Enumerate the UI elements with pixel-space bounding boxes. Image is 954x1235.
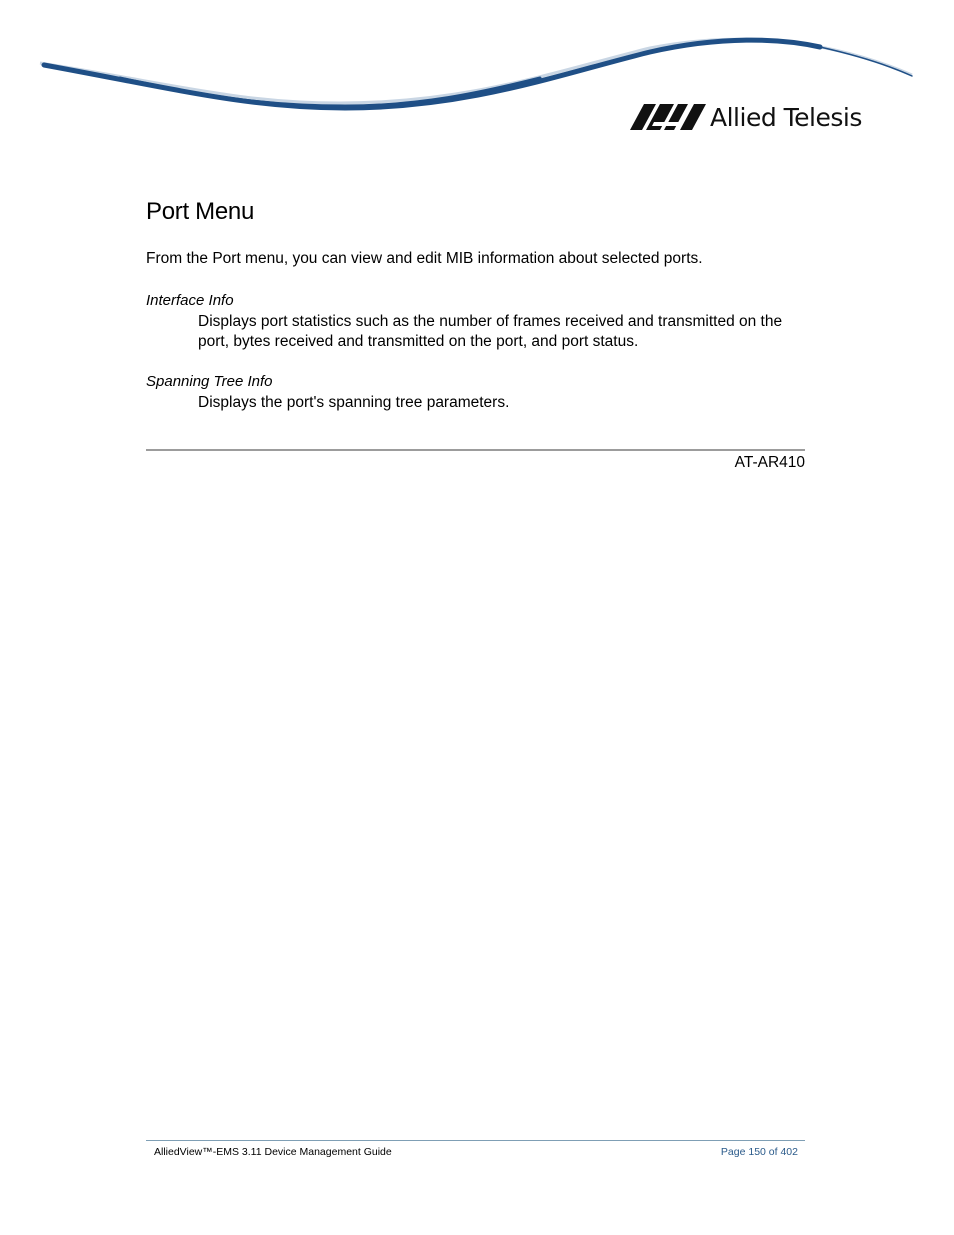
allied-telesis-logo-icon [630,102,706,132]
intro-paragraph: From the Port menu, you can view and edit MIB information about selected ports. [146,250,703,267]
allied-telesis-logo [630,100,865,134]
model-label: AT-AR410 [734,454,805,471]
section-divider [146,449,805,451]
footer-page-number: Page 150 of 402 [720,1146,798,1158]
footer-guide-title: AlliedView™-EMS 3.11 Device Management Guide [154,1146,392,1158]
description-interface-info: Displays port statistics such as the number of frames received and transmitted on the port, bytes received and transmitted on the port, and port status. [198,313,783,350]
term-interface-info: Interface Info [146,292,234,309]
footer-divider [146,1140,805,1141]
description-spanning-tree-info: Displays the port's spanning tree parameters. [198,394,510,411]
page-title: Port Menu [146,198,255,225]
logo-wordmark: Allied Telesis [710,102,862,132]
term-spanning-tree-info: Spanning Tree Info [146,373,273,390]
